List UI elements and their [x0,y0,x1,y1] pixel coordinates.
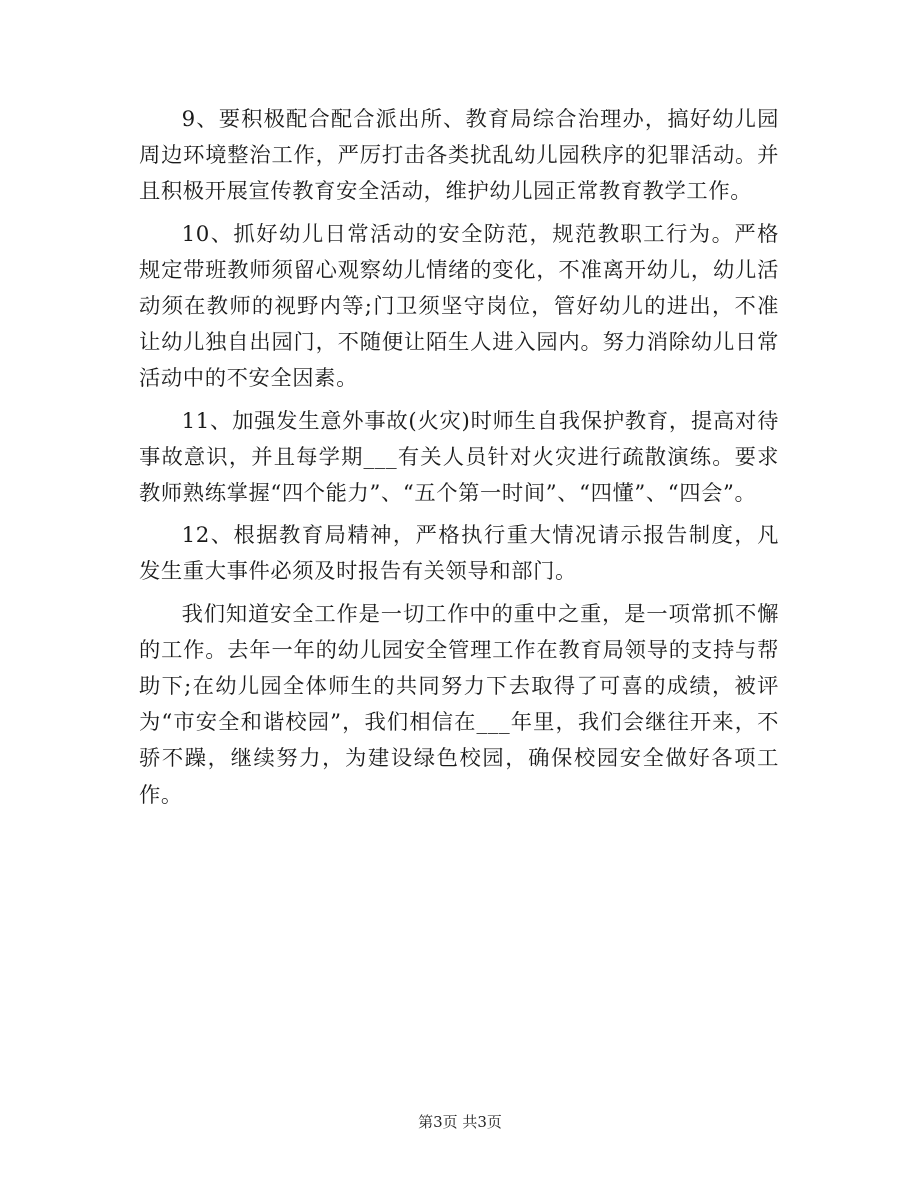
paragraph-item-12: 12、根据教育局精神，严格执行重大情况请示报告制度，凡发生重大事件必须及时报告有关领导和部门。 [139,523,779,585]
paragraph-conclusion: 我们知道安全工作是一切工作中的重中之重，是一项常抓不懈的工作。去年一年的幼儿园安全管理工作在教育局领导的支持与帮助下;在幼儿园全体师生的共同努力下去取得了可喜的成绩，被评为“市安全和谐校园”，我们相信在___年里，我们会继往开来，不骄不躁，继续努力，为建设绿色校园，确保校园安全做好各项工作。 [139,601,779,808]
page-number: 第3页 共3页 [418,1113,502,1131]
document-body [139,102,779,820]
paragraph-item-9: 9、要积极配合配合派出所、教育局综合治理办，搞好幼儿园周边环境整治工作，严厉打击各类扰乱幼儿园秩序的犯罪活动。并且积极开展宣传教育安全活动，维护幼儿园正常教育教学工作。 [139,107,779,205]
paragraph-item-11: 11、加强发生意外事故(火灾)时师生自我保护教育，提高对待事故意识，并且每学期___有关人员针对火灾进行疏散演练。要求教师熟练掌握“四个能力”、“五个第一时间”、“四懂”、“四会”。 [139,408,779,507]
paragraph-item-10: 10、抓好幼儿日常活动的安全防范，规范教职工行为。严格规定带班教师须留心观察幼儿情绪的变化，不准离开幼儿，幼儿活动须在教师的视野内等;门卫须坚守岗位，管好幼儿的进出，不准让幼儿独自出园门，不随便让陌生人进入园内。努力消除幼儿日常活动中的不安全因素。 [139,221,779,392]
